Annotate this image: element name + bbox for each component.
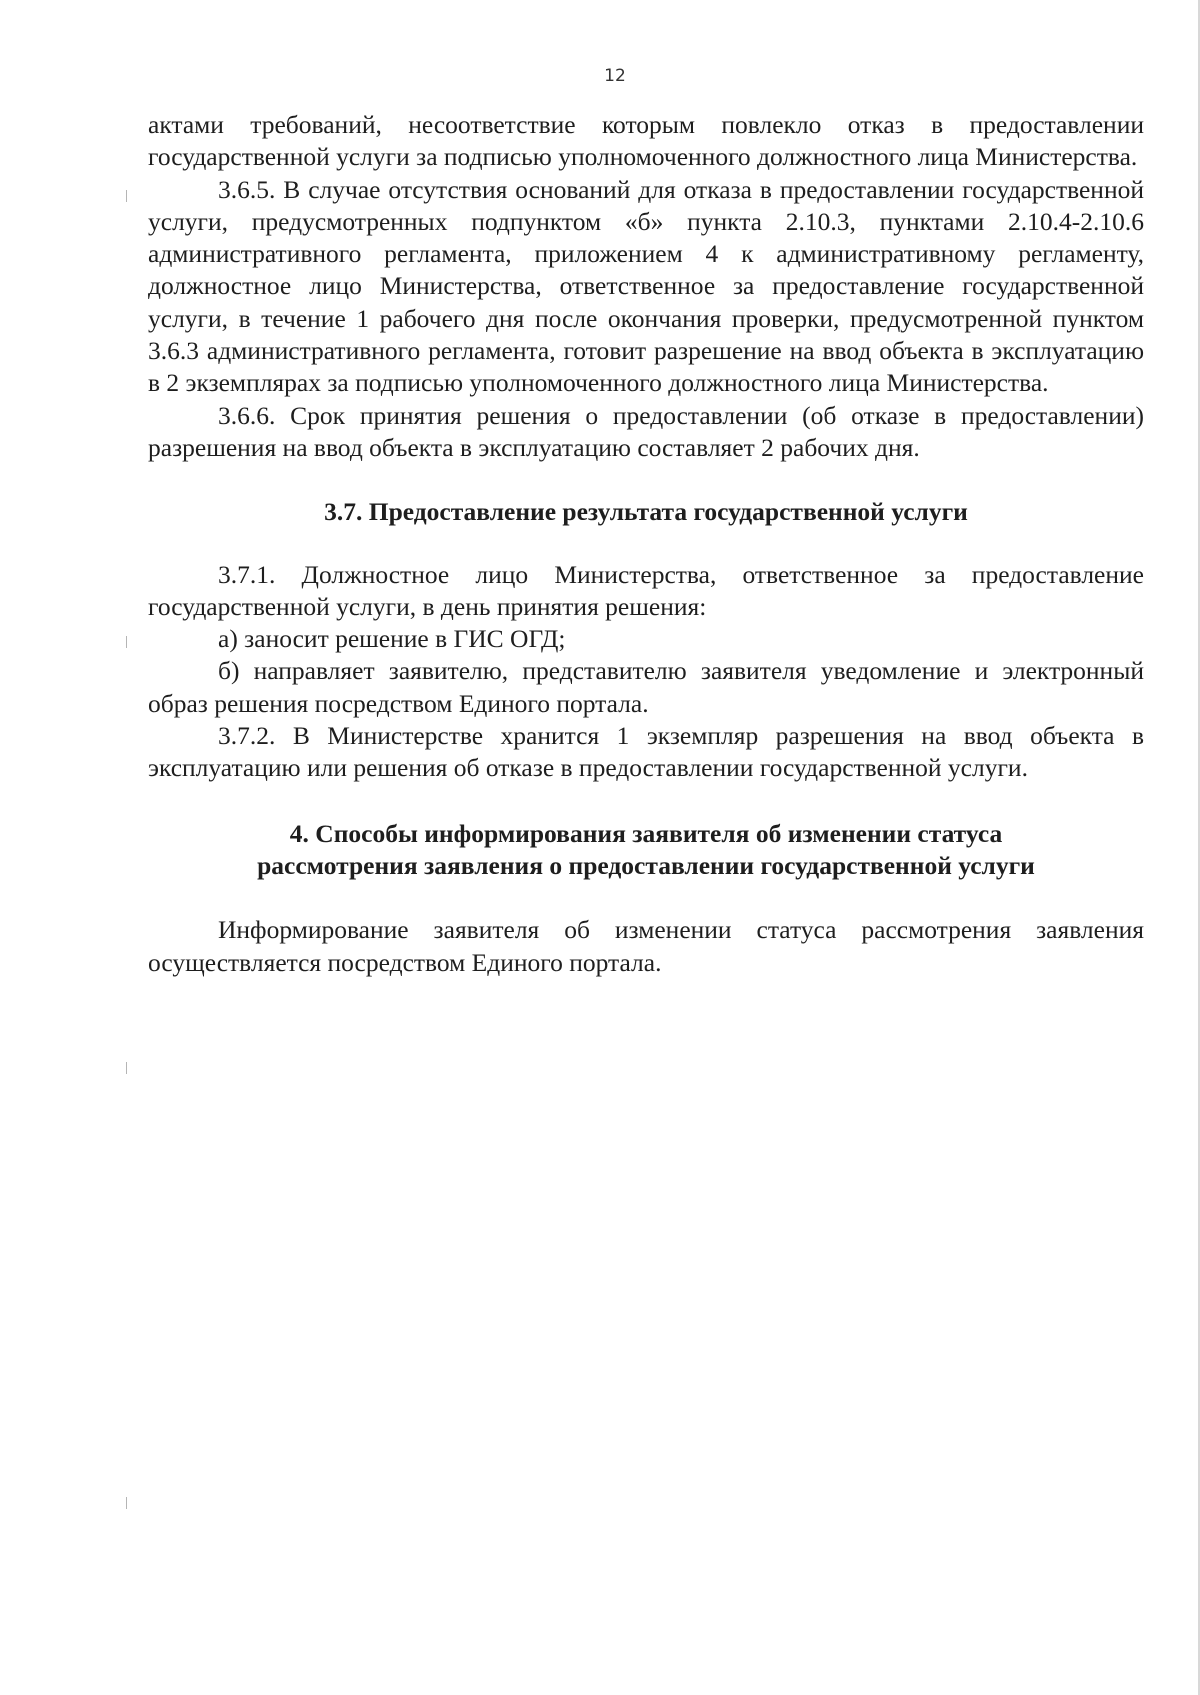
document-body (148, 109, 1144, 979)
paragraph-informing: Информирование заявителя об изменении статуса рассмотрения заявления осуществляется посредством Единого портала. (148, 915, 1144, 977)
paragraph-continuation: актами требований, несоответствие которым повлекло отказ в предоставлении государственной услуги за подписью уполномоченного должностного лица Министерства. (148, 110, 1144, 172)
paragraph-3-7-2: 3.7.2. В Министерстве хранится 1 экземпляр разрешения на ввод объекта в эксплуатацию или решения об отказе в предоставлении государственной услуги. (148, 721, 1144, 783)
section-heading-4-line-2: рассмотрения заявления о предоставлении государственной услуги (257, 850, 1035, 880)
paragraph-3-6-6: 3.6.6. Срок принятия решения о предоставлении (об отказе в предоставлении) разрешения на ввод объекта в эксплуатацию составляет 2 рабочих дня. (148, 400, 1144, 462)
paragraph-3-7-1: 3.7.1. Должностное лицо Министерства, ответственное за предоставление государственной услуги, в день принятия решения: (148, 559, 1144, 621)
paragraph-3-6-5: 3.6.5. В случае отсутствия оснований для отказа в предоставлении государственной услуги, предусмотренных подпунктом «б» пункта 2.10.3, пунктами 2.10.4-2.10.6 административного регламента, приложением 4 к административному регламенту, должностное лицо Министерства, ответственное за предоставление государственной услуги, в течение 1 рабочего дня после окончания проверки, предусмотренной пунктом 3.6.3 административного регламента, готовит разрешение на ввод объекта в эксплуатацию в 2 экземплярах за подписью уполномоченного должностного лица Министерства. (148, 174, 1144, 398)
section-heading-3-7: 3.7. Предоставление результата государственной услуги (324, 497, 968, 527)
section-heading-4-line-1: 4. Способы информирования заявителя об изменении статуса (289, 818, 1003, 848)
scan-margin-mark (126, 190, 127, 202)
list-item-b: б) направляет заявителю, представителю заявителя уведомление и электронный образ решения посредством Единого портала. (148, 656, 1144, 718)
list-item-a: а) заносит решение в ГИС ОГД; (218, 624, 566, 654)
page-number: 12 (604, 66, 626, 86)
section-heading-4 (148, 818, 1144, 883)
scan-margin-mark (126, 1497, 127, 1509)
scan-margin-mark (126, 1062, 127, 1074)
scan-margin-mark (126, 636, 127, 648)
